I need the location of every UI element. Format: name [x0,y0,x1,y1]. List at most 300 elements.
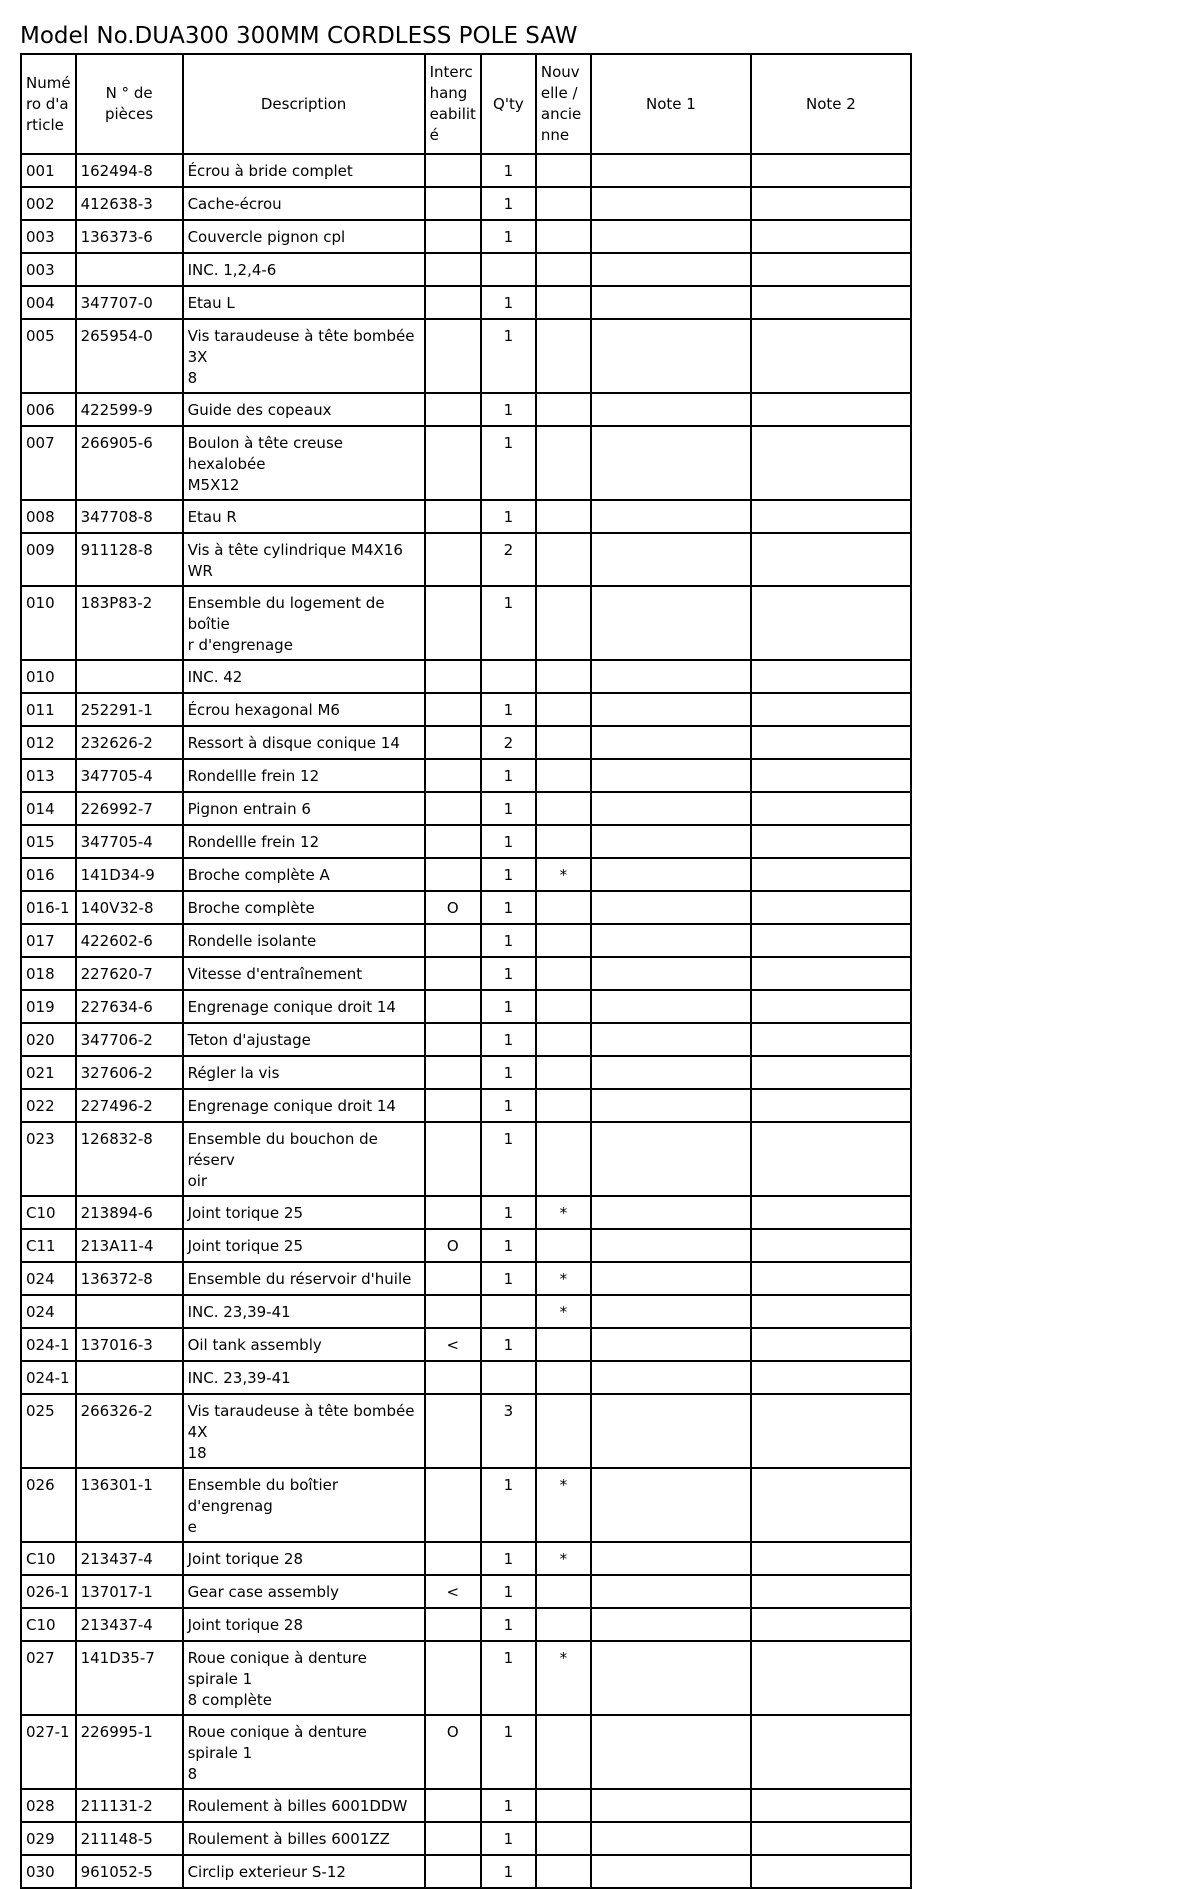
new-old-cell [536,1855,591,1888]
table-row [21,1122,911,1196]
interchangeability-cell [425,693,481,726]
part-number-cell: 347708-8 [76,500,183,533]
table-row [21,1394,911,1468]
note-2-cell [751,533,911,586]
note-1-cell [591,253,751,286]
interchangeability-cell [425,586,481,660]
interchangeability-cell [425,253,481,286]
item-number-cell: 019 [21,990,76,1023]
parts-table-body [21,154,911,1888]
note-2-cell [751,825,911,858]
new-old-cell [536,286,591,319]
note-1-cell [591,1295,751,1328]
item-number-cell: 024-1 [21,1328,76,1361]
note-1-cell [591,726,751,759]
part-number-cell: 911128-8 [76,533,183,586]
quantity-cell: 1 [481,500,536,533]
item-number-cell: 024-1 [21,1361,76,1394]
table-row [21,220,911,253]
table-row [21,1229,911,1262]
part-number-cell: 126832-8 [76,1122,183,1196]
quantity-cell: 1 [481,154,536,187]
new-old-cell [536,759,591,792]
note-2-cell [751,1196,911,1229]
item-number-cell: 010 [21,660,76,693]
interchangeability-cell: O [425,1715,481,1789]
item-number-cell: 004 [21,286,76,319]
item-number-cell: 014 [21,792,76,825]
interchangeability-cell [425,759,481,792]
note-1-cell [591,1262,751,1295]
interchangeability-cell [425,1023,481,1056]
item-number-cell: 016 [21,858,76,891]
new-old-cell: * [536,1542,591,1575]
part-number-cell [76,1361,183,1394]
note-1-cell [591,1789,751,1822]
item-number-cell: 006 [21,393,76,426]
new-old-cell [536,693,591,726]
quantity-cell [481,253,536,286]
note-1-cell [591,1822,751,1855]
new-old-cell: * [536,858,591,891]
part-number-cell: 140V32-8 [76,891,183,924]
note-2-cell [751,891,911,924]
note-1-cell [591,891,751,924]
quantity-cell [481,1295,536,1328]
part-number-cell: 211148-5 [76,1822,183,1855]
interchangeability-cell [425,1641,481,1715]
note-1-cell [591,693,751,726]
note-2-cell [751,693,911,726]
part-number-cell: 213437-4 [76,1608,183,1641]
new-old-cell [536,220,591,253]
description-cell: Joint torique 28 [183,1608,425,1641]
description-cell: Guide des copeaux [183,393,425,426]
table-row [21,426,911,500]
interchangeability-cell [425,1468,481,1542]
table-row [21,1089,911,1122]
new-old-cell [536,586,591,660]
interchangeability-cell [425,1855,481,1888]
item-number-cell: C10 [21,1196,76,1229]
item-number-cell: 010 [21,586,76,660]
interchangeability-cell [425,154,481,187]
note-2-cell [751,726,911,759]
part-number-cell: 265954-0 [76,319,183,393]
new-old-cell [536,1122,591,1196]
description-cell: Circlip exterieur S-12 [183,1855,425,1888]
description-cell: Roue conique à denture spirale 1 8 complète [183,1641,425,1715]
quantity-cell: 3 [481,1394,536,1468]
description-cell: Couvercle pignon cpl [183,220,425,253]
table-row [21,1056,911,1089]
quantity-cell: 2 [481,726,536,759]
interchangeability-cell [425,1822,481,1855]
table-row [21,957,911,990]
quantity-cell: 1 [481,957,536,990]
note-1-cell [591,924,751,957]
note-1-cell [591,825,751,858]
part-number-cell: 141D35-7 [76,1641,183,1715]
header-item-number: Numé ro d'a rticle [21,54,76,154]
note-1-cell [591,792,751,825]
description-cell: INC. 1,2,4-6 [183,253,425,286]
note-2-cell [751,957,911,990]
note-1-cell [591,1641,751,1715]
part-number-cell: 213437-4 [76,1542,183,1575]
table-row [21,660,911,693]
interchangeability-cell [425,187,481,220]
description-cell: Pignon entrain 6 [183,792,425,825]
item-number-cell: 021 [21,1056,76,1089]
new-old-cell [536,426,591,500]
quantity-cell: 1 [481,924,536,957]
quantity-cell [481,660,536,693]
table-row [21,1542,911,1575]
note-2-cell [751,990,911,1023]
note-2-cell [751,154,911,187]
note-1-cell [591,1608,751,1641]
description-cell: Oil tank assembly [183,1328,425,1361]
note-2-cell [751,500,911,533]
description-cell: Etau L [183,286,425,319]
item-number-cell: 023 [21,1122,76,1196]
part-number-cell: 162494-8 [76,154,183,187]
quantity-cell: 1 [481,426,536,500]
part-number-cell: 266905-6 [76,426,183,500]
description-cell: INC. 42 [183,660,425,693]
part-number-cell: 347706-2 [76,1023,183,1056]
item-number-cell: 029 [21,1822,76,1855]
interchangeability-cell [425,1394,481,1468]
note-1-cell [591,1715,751,1789]
note-2-cell [751,1122,911,1196]
description-cell: Rondellle frein 12 [183,825,425,858]
quantity-cell: 1 [481,1056,536,1089]
note-1-cell [591,154,751,187]
table-row [21,286,911,319]
item-number-cell: 009 [21,533,76,586]
note-1-cell [591,1196,751,1229]
quantity-cell: 1 [481,1641,536,1715]
note-1-cell [591,319,751,393]
interchangeability-cell [425,1542,481,1575]
description-cell: Rondellle frein 12 [183,759,425,792]
item-number-cell: C10 [21,1542,76,1575]
note-1-cell [591,500,751,533]
quantity-cell: 1 [481,990,536,1023]
note-2-cell [751,187,911,220]
quantity-cell: 2 [481,533,536,586]
interchangeability-cell [425,1295,481,1328]
item-number-cell: 003 [21,253,76,286]
header-interchangeability: Interc hang eabilit é [425,54,481,154]
note-2-cell [751,1789,911,1822]
part-number-cell: 213894-6 [76,1196,183,1229]
note-2-cell [751,253,911,286]
quantity-cell: 1 [481,1328,536,1361]
description-cell: Engrenage conique droit 14 [183,990,425,1023]
description-cell: Vis à tête cylindrique M4X16 WR [183,533,425,586]
quantity-cell: 1 [481,1855,536,1888]
note-2-cell [751,1542,911,1575]
quantity-cell: 1 [481,319,536,393]
item-number-cell: C10 [21,1608,76,1641]
interchangeability-cell [425,924,481,957]
interchangeability-cell [425,990,481,1023]
item-number-cell: 022 [21,1089,76,1122]
note-2-cell [751,1328,911,1361]
table-row [21,1295,911,1328]
note-1-cell [591,1056,751,1089]
note-2-cell [751,660,911,693]
description-cell: Vitesse d'entraînement [183,957,425,990]
note-1-cell [591,1361,751,1394]
description-cell: Vis taraudeuse à tête bombée 4X 18 [183,1394,425,1468]
note-2-cell [751,1715,911,1789]
item-number-cell: 007 [21,426,76,500]
note-1-cell [591,1229,751,1262]
description-cell: Régler la vis [183,1056,425,1089]
description-cell: Engrenage conique droit 14 [183,1089,425,1122]
table-row [21,792,911,825]
header-note-2: Note 2 [751,54,911,154]
new-old-cell [536,792,591,825]
note-2-cell [751,393,911,426]
note-1-cell [591,533,751,586]
note-2-cell [751,1641,911,1715]
part-number-cell: 347705-4 [76,825,183,858]
note-2-cell [751,1023,911,1056]
item-number-cell: 027-1 [21,1715,76,1789]
note-1-cell [591,1122,751,1196]
interchangeability-cell [425,1196,481,1229]
note-2-cell [751,1262,911,1295]
part-number-cell: 227634-6 [76,990,183,1023]
interchangeability-cell [425,500,481,533]
description-cell: Broche complète [183,891,425,924]
table-row [21,825,911,858]
interchangeability-cell [425,792,481,825]
note-1-cell [591,1328,751,1361]
new-old-cell [536,500,591,533]
new-old-cell [536,1361,591,1394]
note-1-cell [591,1089,751,1122]
note-2-cell [751,319,911,393]
quantity-cell: 1 [481,1789,536,1822]
item-number-cell: 024 [21,1262,76,1295]
table-row [21,891,911,924]
quantity-cell: 1 [481,1196,536,1229]
note-2-cell [751,1056,911,1089]
interchangeability-cell: O [425,1229,481,1262]
description-cell: Roulement à billes 6001ZZ [183,1822,425,1855]
quantity-cell: 1 [481,693,536,726]
item-number-cell: 008 [21,500,76,533]
interchangeability-cell: < [425,1575,481,1608]
new-old-cell [536,1023,591,1056]
description-cell: Écrou hexagonal M6 [183,693,425,726]
note-1-cell [591,660,751,693]
part-number-cell: 136373-6 [76,220,183,253]
header-row [21,54,911,154]
new-old-cell [536,1328,591,1361]
item-number-cell: 026 [21,1468,76,1542]
note-1-cell [591,1855,751,1888]
item-number-cell: 003 [21,220,76,253]
table-row [21,1361,911,1394]
note-1-cell [591,393,751,426]
table-row [21,759,911,792]
part-number-cell: 226995-1 [76,1715,183,1789]
new-old-cell [536,393,591,426]
new-old-cell [536,825,591,858]
interchangeability-cell [425,1056,481,1089]
note-2-cell [751,220,911,253]
interchangeability-cell [425,533,481,586]
note-2-cell [751,924,911,957]
table-row [21,924,911,957]
item-number-cell: 017 [21,924,76,957]
table-row [21,1822,911,1855]
part-number-cell: 183P83-2 [76,586,183,660]
description-cell: INC. 23,39-41 [183,1361,425,1394]
table-row [21,1023,911,1056]
part-number-cell: 141D34-9 [76,858,183,891]
new-old-cell: * [536,1468,591,1542]
quantity-cell: 1 [481,1023,536,1056]
new-old-cell [536,533,591,586]
part-number-cell: 213A11-4 [76,1229,183,1262]
part-number-cell: 232626-2 [76,726,183,759]
item-number-cell: 028 [21,1789,76,1822]
note-2-cell [751,586,911,660]
description-cell: Broche complète A [183,858,425,891]
new-old-cell: * [536,1641,591,1715]
interchangeability-cell [425,726,481,759]
description-cell: Rondelle isolante [183,924,425,957]
new-old-cell [536,990,591,1023]
note-1-cell [591,1023,751,1056]
new-old-cell: * [536,1295,591,1328]
part-number-cell: 227620-7 [76,957,183,990]
interchangeability-cell [425,825,481,858]
note-1-cell [591,858,751,891]
table-row [21,726,911,759]
item-number-cell: 015 [21,825,76,858]
new-old-cell [536,1715,591,1789]
note-2-cell [751,1575,911,1608]
quantity-cell: 1 [481,393,536,426]
interchangeability-cell: < [425,1328,481,1361]
part-number-cell: 137016-3 [76,1328,183,1361]
part-number-cell [76,660,183,693]
quantity-cell: 1 [481,1542,536,1575]
note-1-cell [591,286,751,319]
interchangeability-cell [425,660,481,693]
item-number-cell: C11 [21,1229,76,1262]
description-cell: Ressort à disque conique 14 [183,726,425,759]
table-row [21,393,911,426]
interchangeability-cell [425,1789,481,1822]
item-number-cell: 012 [21,726,76,759]
quantity-cell: 1 [481,1089,536,1122]
note-2-cell [751,1229,911,1262]
part-number-cell: 327606-2 [76,1056,183,1089]
new-old-cell [536,1394,591,1468]
table-row [21,1715,911,1789]
new-old-cell [536,924,591,957]
new-old-cell: * [536,1262,591,1295]
item-number-cell: 001 [21,154,76,187]
quantity-cell: 1 [481,792,536,825]
item-number-cell: 005 [21,319,76,393]
new-old-cell [536,726,591,759]
note-1-cell [591,220,751,253]
table-row [21,187,911,220]
note-1-cell [591,1468,751,1542]
interchangeability-cell [425,1361,481,1394]
description-cell: INC. 23,39-41 [183,1295,425,1328]
new-old-cell [536,187,591,220]
description-cell: Joint torique 25 [183,1229,425,1262]
part-number-cell: 266326-2 [76,1394,183,1468]
description-cell: Joint torique 28 [183,1542,425,1575]
description-cell: Cache-écrou [183,187,425,220]
description-cell: Gear case assembly [183,1575,425,1608]
quantity-cell: 1 [481,187,536,220]
table-row [21,1196,911,1229]
new-old-cell [536,1089,591,1122]
table-row [21,1855,911,1888]
note-1-cell [591,586,751,660]
quantity-cell: 1 [481,1822,536,1855]
part-number-cell [76,253,183,286]
header-note-1: Note 1 [591,54,751,154]
part-number-cell [76,1295,183,1328]
interchangeability-cell [425,426,481,500]
table-row [21,693,911,726]
quantity-cell: 1 [481,1122,536,1196]
quantity-cell: 1 [481,1575,536,1608]
note-1-cell [591,1542,751,1575]
item-number-cell: 016-1 [21,891,76,924]
quantity-cell: 1 [481,1229,536,1262]
new-old-cell [536,891,591,924]
part-number-cell: 347705-4 [76,759,183,792]
note-1-cell [591,990,751,1023]
table-row [21,1328,911,1361]
new-old-cell [536,154,591,187]
quantity-cell: 1 [481,220,536,253]
note-2-cell [751,792,911,825]
note-1-cell [591,187,751,220]
note-2-cell [751,1394,911,1468]
quantity-cell: 1 [481,286,536,319]
description-cell: Boulon à tête creuse hexalobée M5X12 [183,426,425,500]
description-cell: Joint torique 25 [183,1196,425,1229]
note-1-cell [591,1394,751,1468]
quantity-cell: 1 [481,858,536,891]
new-old-cell [536,253,591,286]
part-number-cell: 136301-1 [76,1468,183,1542]
part-number-cell: 961052-5 [76,1855,183,1888]
item-number-cell: 030 [21,1855,76,1888]
note-2-cell [751,1608,911,1641]
note-1-cell [591,1575,751,1608]
note-2-cell [751,1822,911,1855]
table-row [21,253,911,286]
